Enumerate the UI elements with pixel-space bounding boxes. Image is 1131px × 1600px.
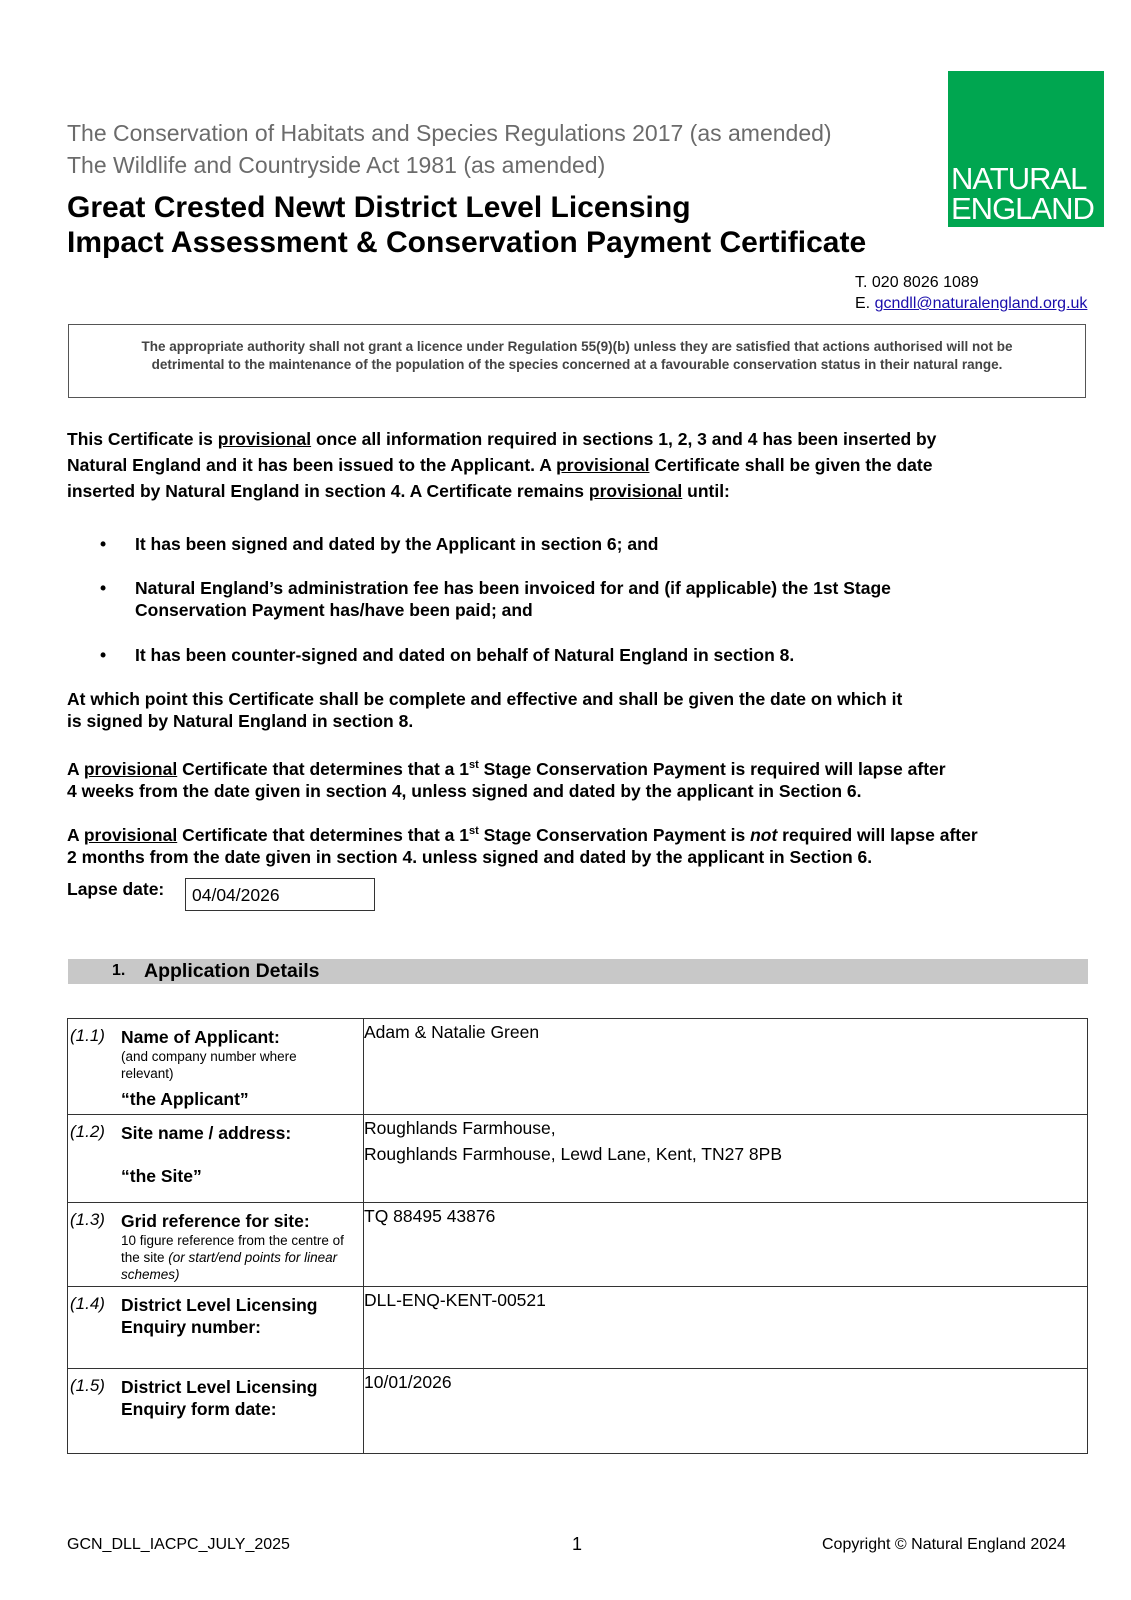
bullet-icon: • xyxy=(100,645,107,665)
bullet-item xyxy=(100,577,891,620)
row-label: Grid reference for site: xyxy=(121,1211,310,1231)
row-label-cell xyxy=(68,1287,364,1369)
intro-text: Natural England and it has been issued to the Applicant. A xyxy=(67,455,557,475)
provisional-term: provisional xyxy=(217,429,312,449)
provisional-term: provisional xyxy=(588,481,683,501)
row-label: Site name / address: xyxy=(121,1123,292,1143)
section-1-header xyxy=(68,959,1088,984)
intro-text: until: xyxy=(682,481,730,501)
enquiry-date-value[interactable]: 10/01/2026 xyxy=(364,1369,1088,1454)
regulation-line-1: The Conservation of Habitats and Species Regulations 2017 (as amended) xyxy=(67,120,832,146)
table-row xyxy=(68,1019,1088,1115)
phone-number: T. 020 8026 1089 xyxy=(855,274,979,291)
grid-reference-value[interactable]: TQ 88495 43876 xyxy=(364,1203,1088,1287)
bullet-item xyxy=(100,644,795,666)
natural-england-logo xyxy=(948,71,1104,227)
lapse-paragraph-1: A provisional Certificate that determines that a 1st Stage Conservation Payment is required will lapse after 4 weeks from the date given in section 4, unless signed and dated by the applicant in Section 6. xyxy=(67,758,946,801)
row-number: (1.2) xyxy=(70,1122,105,1141)
title-line-2: Impact Assessment & Conservation Payment Certificate xyxy=(67,226,867,259)
intro-text: Certificate shall be given the date xyxy=(649,455,933,475)
provisional-term: provisional xyxy=(556,455,650,475)
email-link[interactable]: gcndll@naturalengland.org.uk xyxy=(874,295,1088,312)
application-details-table xyxy=(67,1018,1088,1454)
page-title xyxy=(67,190,866,260)
applicant-name-value[interactable]: Adam & Natalie Green xyxy=(364,1019,1088,1115)
intro-text: once all information required in sections 1, 2, 3 and 4 has been inserted by xyxy=(311,429,937,449)
section-title: Application Details xyxy=(144,960,320,982)
bullet-icon: • xyxy=(100,578,107,598)
copyright: Copyright © Natural England 2024 xyxy=(822,1536,1066,1553)
document-code: GCN_DLL_IACPC_JULY_2025 xyxy=(67,1536,290,1553)
provisional-term: provisional xyxy=(83,824,178,845)
row-number: (1.3) xyxy=(70,1210,105,1229)
row-sublabel: 10 figure reference from the centre of the site xyxy=(121,1233,344,1265)
title-line-1: Great Crested Newt District Level Licensing xyxy=(67,191,691,224)
lapse-paragraph-2: A provisional Certificate that determines that a 1st Stage Conservation Payment is not required will lapse after 2 months from the date given in section 4. unless signed and dated by the applicant in Section 6. xyxy=(67,824,978,867)
row-label-cell xyxy=(68,1369,364,1454)
contact-details xyxy=(855,272,1087,314)
email-prefix: E. xyxy=(855,295,871,312)
row-label-cell xyxy=(68,1019,364,1115)
bullet-text: It has been counter-signed and dated on behalf of Natural England in section 8. xyxy=(135,645,795,665)
section-number: 1. xyxy=(112,962,126,979)
table-row xyxy=(68,1287,1088,1369)
row-sublabel: (and company number where relevant) xyxy=(121,1049,297,1081)
logo-line-2: ENGLAND xyxy=(951,191,1094,226)
bullet-item xyxy=(100,533,659,555)
table-row xyxy=(68,1369,1088,1454)
row-label: District Level Licensing xyxy=(121,1295,318,1315)
bullet-icon: • xyxy=(100,534,107,554)
logo-line-1: NATURAL xyxy=(951,161,1087,196)
provisional-term: provisional xyxy=(83,758,178,779)
row-number: (1.5) xyxy=(70,1376,105,1395)
page-number: 1 xyxy=(572,1534,583,1554)
lapse-date-label: Lapse date: xyxy=(67,879,165,899)
row-number: (1.1) xyxy=(70,1026,105,1045)
intro-text: This Certificate is xyxy=(67,429,218,449)
row-number: (1.4) xyxy=(70,1294,105,1313)
row-label: Enquiry number: xyxy=(121,1317,262,1337)
complete-line-2: is signed by Natural England in section 8. xyxy=(67,711,414,731)
row-defined-term: “the Site” xyxy=(121,1166,202,1186)
notice-line-2: detrimental to the maintenance of the population of the species concerned at a favourable conservation status in their natural range. xyxy=(151,357,1003,372)
row-sublabel-italic: (or start/end points for linear schemes) xyxy=(121,1250,338,1282)
lapse-2-line-2: 2 months from the date given in section 4. unless signed and dated by the applicant in Section 6. xyxy=(67,846,873,867)
table-row xyxy=(68,1203,1088,1287)
regulation-notice-box xyxy=(68,324,1086,398)
regulation-line-2: The Wildlife and Countryside Act 1981 (as amended) xyxy=(67,152,606,178)
enquiry-number-value[interactable]: DLL-ENQ-KENT-00521 xyxy=(364,1287,1088,1369)
row-label: Name of Applicant: xyxy=(121,1027,280,1047)
table-row xyxy=(68,1115,1088,1203)
intro-paragraph xyxy=(67,426,936,504)
complete-line-1: At which point this Certificate shall be complete and effective and shall be given the date on which it xyxy=(67,689,903,709)
lapse-1-line-2: 4 weeks from the date given in section 4, unless signed and dated by the applicant in Section 6. xyxy=(67,780,862,801)
intro-text: inserted by Natural England in section 4. A Certificate remains xyxy=(67,481,589,501)
complete-paragraph xyxy=(67,688,902,732)
bullet-text: Natural England’s administration fee has been invoiced for and (if applicable) the 1st Stage Conservation Payment has/have been paid; and xyxy=(135,578,891,620)
site-address-value[interactable]: Roughlands Farmhouse, Roughlands Farmhouse, Lewd Lane, Kent, TN27 8PB xyxy=(364,1115,1088,1203)
bullet-text: It has been signed and dated by the Applicant in section 6; and xyxy=(135,534,659,554)
row-label: District Level Licensing xyxy=(121,1377,318,1397)
lapse-date-field[interactable]: 04/04/2026 xyxy=(185,878,375,911)
notice-line-1: The appropriate authority shall not grant a licence under Regulation 55(9)(b) unless they are satisfied that actions authorised will not be xyxy=(141,339,1013,354)
row-label: Enquiry form date: xyxy=(121,1399,277,1419)
row-label-cell xyxy=(68,1203,364,1287)
row-defined-term: “the Applicant” xyxy=(121,1089,249,1109)
row-label-cell xyxy=(68,1115,364,1203)
